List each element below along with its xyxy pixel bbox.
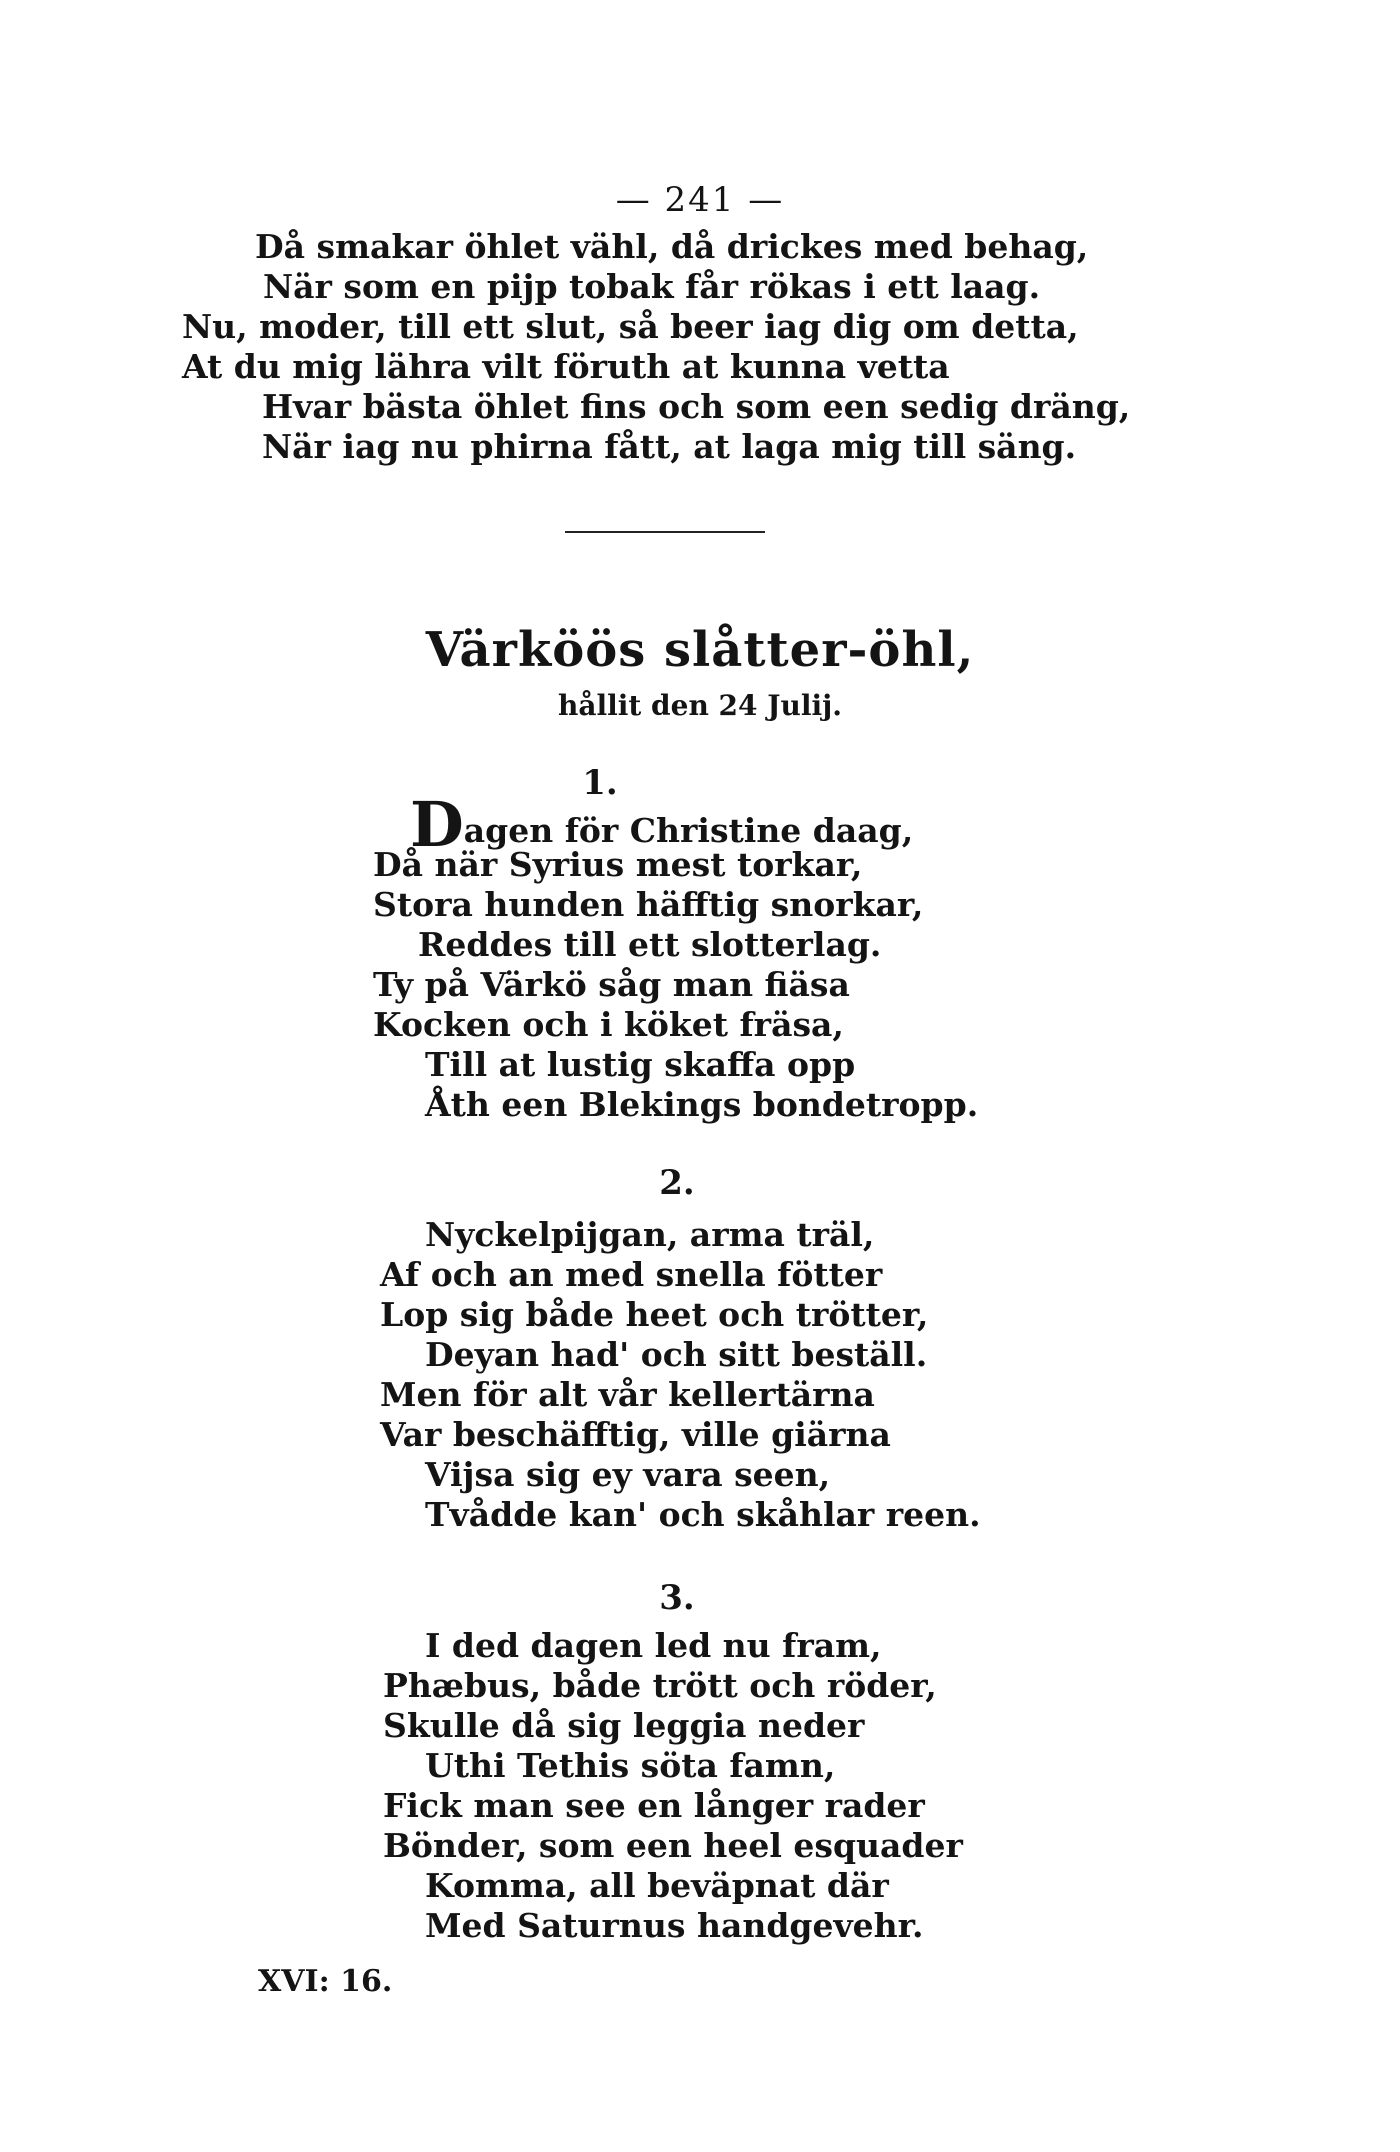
stanza-line: Deyan had' och sitt beställ. [425,1335,928,1374]
intro-line: När som en pijp tobak får rökas i ett laag. [263,267,1041,306]
stanza-line: Men för alt vår kellertärna [380,1375,875,1414]
stanza-line: Fick man see en långer rader [383,1786,925,1825]
stanza-line: Då när Syrius mest torkar, [373,845,863,884]
stanza-line: Lop sig både heet och trötter, [380,1295,929,1334]
stanza-line: Åth een Blekings bondetropp. [425,1085,979,1124]
stanza-line: Phæbus, både trött och röder, [383,1666,937,1705]
stanza-line: Med Saturnus handgevehr. [425,1906,924,1945]
stanza-number: 3. [659,1578,695,1618]
section-divider [565,531,765,533]
stanza-line: Tvådde kan' och skåhlar reen. [425,1495,981,1534]
intro-line: Hvar bästa öhlet fins och som een sedig dräng, [262,387,1131,426]
stanza-line: Bönder, som een heel esquader [383,1826,963,1865]
stanza-line: Kocken och i köket fräsa, [373,1005,844,1044]
stanza-line: Vijsa sig ey vara seen, [425,1455,831,1494]
stanza-line: Komma, all beväpnat där [425,1866,889,1905]
drop-cap: D [410,788,464,861]
stanza-line: Till at lustig skaffa opp [425,1045,856,1084]
stanza-line: Stora hunden häfftig snorkar, [373,885,924,924]
stanza-line: Skulle då sig leggia neder [383,1706,865,1745]
stanza-line: Ty på Värkö såg man fiäsa [373,965,850,1004]
stanza-line-text: agen för Christine daag, [463,811,914,850]
intro-line: Då smakar öhlet vähl, då drickes med behag, [255,227,1089,266]
stanza-number: 1. [582,763,618,803]
stanza-line: Var beschäfftig, ville giärna [380,1415,891,1454]
stanza-number: 2. [659,1163,695,1203]
song-subtitle: hållit den 24 Julij. [557,689,843,722]
intro-line: At du mig lähra vilt föruth at kunna vetta [182,347,950,386]
page-number: — 241 — [615,180,785,220]
song-title: Värköös slåtter-öhl, [425,622,975,678]
intro-line: Nu, moder, till ett slut, så beer iag dig om detta, [182,307,1079,346]
stanza-line: I ded dagen led nu fram, [425,1626,882,1665]
stanza-line: Reddes till ett slotterlag. [418,925,882,964]
stanza-line: Af och an med snella fötter [380,1255,883,1294]
printer-signature: XVI: 16. [258,1964,393,1999]
stanza-line: Uthi Tethis söta famn, [425,1746,836,1785]
stanza-line: Nyckelpijgan, arma träl, [425,1215,875,1254]
intro-line: När iag nu phirna fått, at laga mig till säng. [262,427,1077,466]
